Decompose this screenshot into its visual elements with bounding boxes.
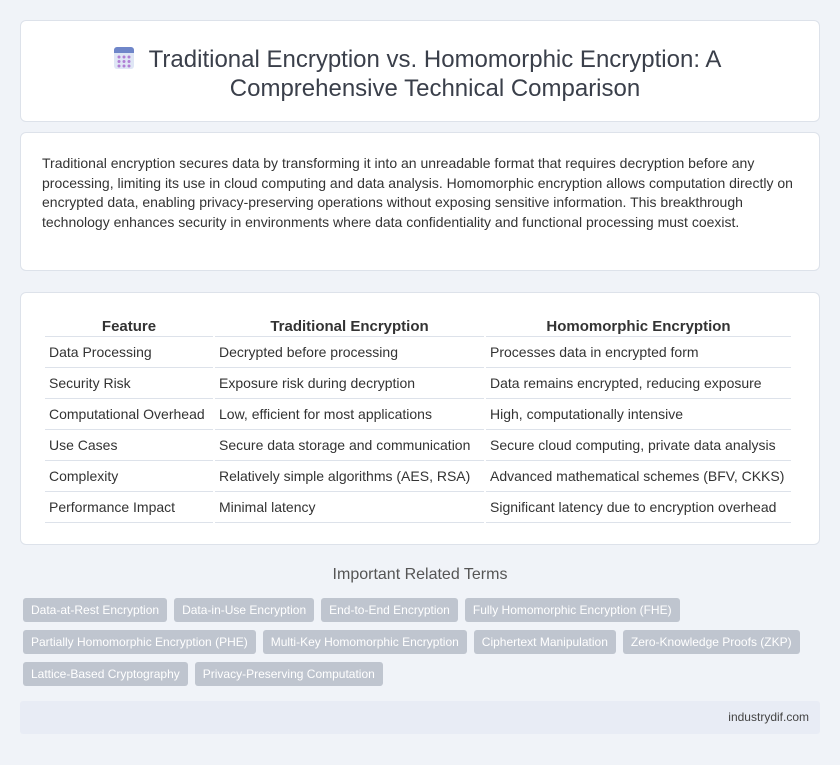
tag-data-in-use-encryption[interactable]: Data-in-Use Encryption (174, 598, 314, 622)
cell-traditional: Exposure risk during decryption (215, 368, 484, 399)
related-terms-title: Important Related Terms (332, 566, 508, 583)
cell-traditional: Secure data storage and communication (215, 430, 484, 461)
table-row (45, 368, 791, 399)
comparison-card (20, 292, 820, 545)
table-row (45, 399, 791, 430)
table-row (45, 430, 791, 461)
tag-end-to-end-encryption[interactable]: End-to-End Encryption (321, 598, 458, 622)
cell-traditional: Relatively simple algorithms (AES, RSA) (215, 461, 484, 492)
tag-data-at-rest-encryption[interactable]: Data-at-Rest Encryption (23, 598, 167, 622)
tag-partially-homomorphic-encryption[interactable]: Partially Homomorphic Encryption (PHE) (23, 630, 256, 654)
tag-privacy-preserving-computation[interactable]: Privacy-Preserving Computation (195, 662, 383, 686)
title-wrap (21, 45, 819, 103)
header-feature: Feature (45, 315, 213, 337)
tag-zero-knowledge-proofs[interactable]: Zero-Knowledge Proofs (ZKP) (623, 630, 800, 654)
header-homomorphic: Homomorphic Encryption (486, 315, 791, 337)
intro-paragraph: Traditional encryption secures data by transforming it into an unreadable format that requires decryption before any processing, limiting its use in cloud computing and data analysis. Homomorphic encryption allows computation directly on encrypted data, enabling privacy-preserving operations without exposing sensitive information. This breakthrough technology enhances security in environments where data confidentiality and functional processing must coexist. (42, 155, 793, 230)
cell-homomorphic: High, computationally intensive (486, 399, 791, 430)
title-card (20, 20, 820, 122)
table-row (45, 337, 791, 368)
cell-homomorphic: Advanced mathematical schemes (BFV, CKKS) (486, 461, 791, 492)
tag-multi-key-homomorphic-encryption[interactable]: Multi-Key Homomorphic Encryption (263, 630, 467, 654)
cell-homomorphic: Data remains encrypted, reducing exposure (486, 368, 791, 399)
cell-feature: Computational Overhead (45, 399, 213, 430)
cell-traditional: Low, efficient for most applications (215, 399, 484, 430)
cell-homomorphic: Processes data in encrypted form (486, 337, 791, 368)
cell-homomorphic: Secure cloud computing, private data analysis (486, 430, 791, 461)
cell-feature: Complexity (45, 461, 213, 492)
tag-fully-homomorphic-encryption[interactable]: Fully Homomorphic Encryption (FHE) (465, 598, 680, 622)
cell-traditional: Minimal latency (215, 492, 484, 523)
footer-site: industrydif.com (728, 710, 809, 724)
table-header-row (45, 315, 791, 337)
table-row (45, 461, 791, 492)
cell-feature: Data Processing (45, 337, 213, 368)
tag-lattice-based-cryptography[interactable]: Lattice-Based Cryptography (23, 662, 188, 686)
comparison-table (43, 315, 793, 523)
cell-homomorphic: Significant latency due to encryption overhead (486, 492, 791, 523)
tag-ciphertext-manipulation[interactable]: Ciphertext Manipulation (474, 630, 616, 654)
cell-feature: Performance Impact (45, 492, 213, 523)
footer (20, 701, 820, 734)
header-traditional: Traditional Encryption (215, 315, 484, 337)
cell-feature: Security Risk (45, 368, 213, 399)
page-title: Traditional Encryption vs. Homomorphic Encryption: A Comprehensive Technical Comparison (148, 46, 722, 102)
related-terms-tags (23, 598, 813, 686)
table-row (45, 492, 791, 523)
intro-card (20, 132, 820, 271)
cell-feature: Use Cases (45, 430, 213, 461)
cell-traditional: Decrypted before processing (215, 337, 484, 368)
